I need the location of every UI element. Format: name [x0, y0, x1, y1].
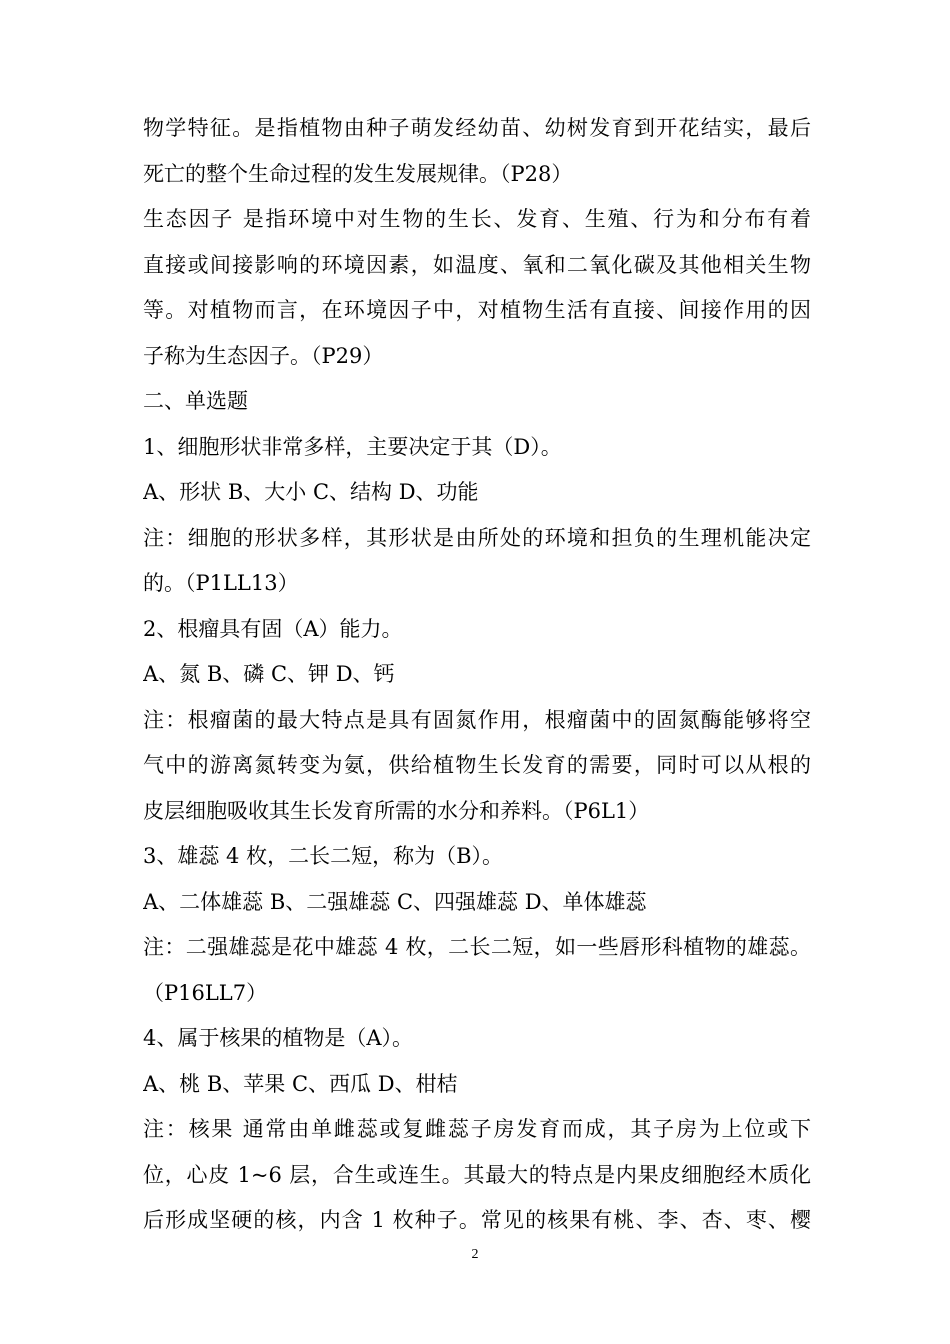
question-3-note: 注：二强雄蕊是花中雄蕊 4 枚，二长二短，如一些唇形科植物的雄蕊。: [143, 935, 811, 959]
question-4: 4、属于核果的植物是（A）。: [143, 1026, 414, 1050]
question-1: 1、细胞形状非常多样，主要决定于其（D）。: [143, 434, 562, 459]
page-number: 2: [471, 1247, 479, 1262]
question-3-options: A、二体雄蕊 B、二强雄蕊 C、四强雄蕊 D、单体雄蕊: [143, 889, 647, 914]
text-line-1: 物学特征。是指植物由种子萌发经幼苗、幼树发育到开花结实，最后: [143, 116, 811, 140]
question-4-note: 注：核果 通常由单雌蕊或复雌蕊子房发育而成，其子房为上位或下: [143, 1117, 811, 1141]
question-2-note: 注：根瘤菌的最大特点是具有固氮作用，根瘤菌中的固氮酶能够将空: [143, 707, 811, 732]
question-4-note-cont-2: 后形成坚硬的核，内含 1 枚种子。常见的核果有桃、李、杏、枣、樱: [143, 1208, 811, 1232]
question-1-options: A、形状 B、大小 C、结构 D、功能: [143, 480, 479, 504]
text-line-3: 生态因子 是指环境中对生物的生长、发育、生殖、行为和分布有着: [143, 207, 811, 231]
question-1-note: 注：细胞的形状多样，其形状是由所处的环境和担负的生理机能决定: [143, 525, 811, 550]
question-2-note-cont-2: 皮层细胞吸收其生长发育所需的水分和养料。（P6L1）: [143, 798, 650, 823]
question-2-note-cont-1: 气中的游离氮转变为氨，供给植物生长发育的需要，同时可以从根的: [143, 753, 811, 777]
question-4-options: A、桃 B、苹果 C、西瓜 D、柑桔: [143, 1071, 458, 1096]
question-1-note-cont: 的。（P1LL13）: [143, 571, 299, 595]
question-2-options: A、氮 B、磷 C、钾 D、钙: [143, 662, 395, 686]
document-body: [143, 106, 811, 1244]
question-3-note-cont: （P16LL7）: [143, 980, 268, 1005]
text-line-6: 子称为生态因子。（P29）: [143, 343, 384, 368]
text-line-5: 等。对植物而言，在环境因子中，对植物生活有直接、间接作用的因: [143, 298, 811, 322]
question-2: 2、根瘤具有固（A）能力。: [143, 616, 403, 641]
question-3: 3、雄蕊 4 枚，二长二短，称为（B）。: [143, 844, 504, 868]
text-line-4: 直接或间接影响的环境因素，如温度、氧和二氧化碳及其他相关生物: [143, 252, 811, 277]
section-heading: 二、单选题: [143, 389, 248, 413]
text-line-2: 死亡的整个生命过程的发生发展规律。（P28）: [143, 161, 573, 186]
question-4-note-cont-1: 位，心皮 1~6 层，合生或连生。其最大的特点是内果皮细胞经木质化: [143, 1162, 811, 1187]
